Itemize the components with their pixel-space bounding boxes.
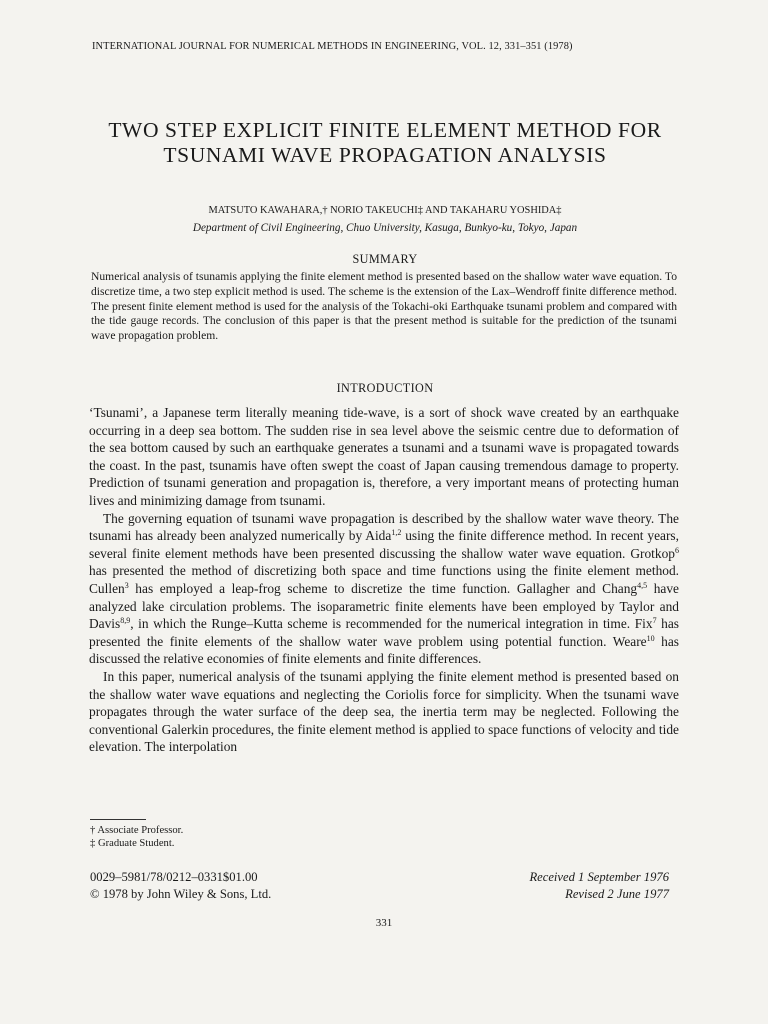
footnotes — [90, 824, 390, 851]
title-line-1: TWO STEP EXPLICIT FINITE ELEMENT METHOD FOR — [108, 118, 662, 142]
author-list: MATSUTO KAWAHARA,† NORIO TAKEUCHI‡ AND TAKAHARU YOSHIDA‡ — [208, 205, 562, 216]
reference-fix: 7 — [652, 616, 657, 626]
reference-taylor-davis: 8,9 — [120, 616, 131, 626]
reference-aida: 1,2 — [391, 528, 402, 538]
intro-p2-text: has employed a leap-frog scheme to discretize the time function. Gallagher and Chang — [128, 580, 638, 596]
introduction-body — [89, 404, 679, 756]
copyright-line: © 1978 by John Wiley & Sons, Ltd. — [90, 886, 272, 901]
received-date: Received 1 September 1976 — [529, 870, 669, 884]
intro-p2-text: , in which the Runge–Kutta scheme is recommended for the numerical integration in time. Fix — [130, 616, 653, 632]
introduction-heading: INTRODUCTION — [336, 381, 434, 395]
intro-p2-text: The governing equation of tsunami wave propagation is described by the shallow water wave theory. The tsunami has already been analyzed numerically by Aida — [89, 510, 679, 544]
intro-p2-text: has presented the method of discretizing both space and time functions using the finite element method. Cullen — [89, 563, 679, 596]
intro-p2-text: has discussed the relative economies of finite elements and finite differences. — [89, 633, 680, 667]
intro-p2-text: using the finite difference method. In recent years, several finite element methods have been presented discussing the shallow water wave equation. Grotkop — [89, 528, 679, 561]
reference-weare: 10 — [646, 633, 655, 643]
footnote-rule — [90, 819, 146, 820]
footnote-associate-professor: † Associate Professor. — [90, 825, 184, 836]
publication-info — [90, 869, 390, 903]
received-dates — [440, 869, 669, 903]
title-line-2: TSUNAMI WAVE PROPAGATION ANALYSIS — [163, 143, 607, 167]
intro-paragraph-2 — [89, 510, 679, 668]
intro-paragraph-3: In this paper, numerical analysis of the tsunami applying the finite element method is presented based on the shallow water wave equations and neglecting the Coriolis force for simplicity. When the tsunami wave propagates through the water surface of the deep sea, the inertia term may be neglected. Following the conventional Galerkin procedures, the finite element method is applied to space functions of velocity and tide elevation. The interpolation — [89, 668, 679, 755]
reference-cullen: 3 — [124, 580, 129, 590]
journal-header: INTERNATIONAL JOURNAL FOR NUMERICAL METHODS IN ENGINEERING, VOL. 12, 331–351 (1978) — [92, 41, 573, 52]
footnote-graduate-student: ‡ Graduate Student. — [90, 838, 175, 850]
summary-text: Numerical analysis of tsunamis applying the finite element method is presented based on the shallow water wave equation. To discretize time, a two step explicit method is used. The scheme is the extension of the Lax–Wendroff finite difference method. The present finite element method is used for the analysis of the Tokachi-oki Earthquake tsunami problem and compared with the tide gauge records. The conclusion of this paper is that the present method is suitable for the prediction of the tsunami wave propagation problem. — [91, 270, 677, 343]
intro-p2-text: has presented the finite elements of the shallow water wave problem using potential function. Weare — [89, 616, 679, 649]
page-number: 331 — [375, 917, 393, 929]
intro-p2-text: have analyzed lake circulation problems. The isoparametric finite elements have been employed by Taylor and Davis — [89, 580, 679, 632]
issn-code: 0029–5981/78/0212–0331$01.00 — [90, 870, 258, 884]
reference-grotkop: 6 — [675, 545, 679, 555]
reference-gallagher-chang: 4,5 — [637, 580, 648, 590]
intro-paragraph-1: ‘Tsunami’, a Japanese term literally meaning tide-wave, is a sort of shock wave created by an earthquake occurring in a deep sea bottom. The sudden rise in sea level above the seismic centre due to deformation of the sea bottom caused by such an earthquake generates a tsunami and a tsunami wave is propagated towards the coast. In the past, tsunamis have often swept the coast of Japan causing tremendous damage to property. Prediction of tsunami generation and propagation is, therefore, a very important means of protecting human lives and minimizing damage from tsunami. — [89, 405, 679, 508]
revised-date: Revised 2 June 1977 — [565, 886, 669, 901]
affiliation: Department of Civil Engineering, Chuo University, Kasuga, Bunkyo-ku, Tokyo, Japan — [192, 222, 578, 234]
paper-title — [60, 118, 710, 168]
summary-heading: SUMMARY — [352, 252, 418, 266]
